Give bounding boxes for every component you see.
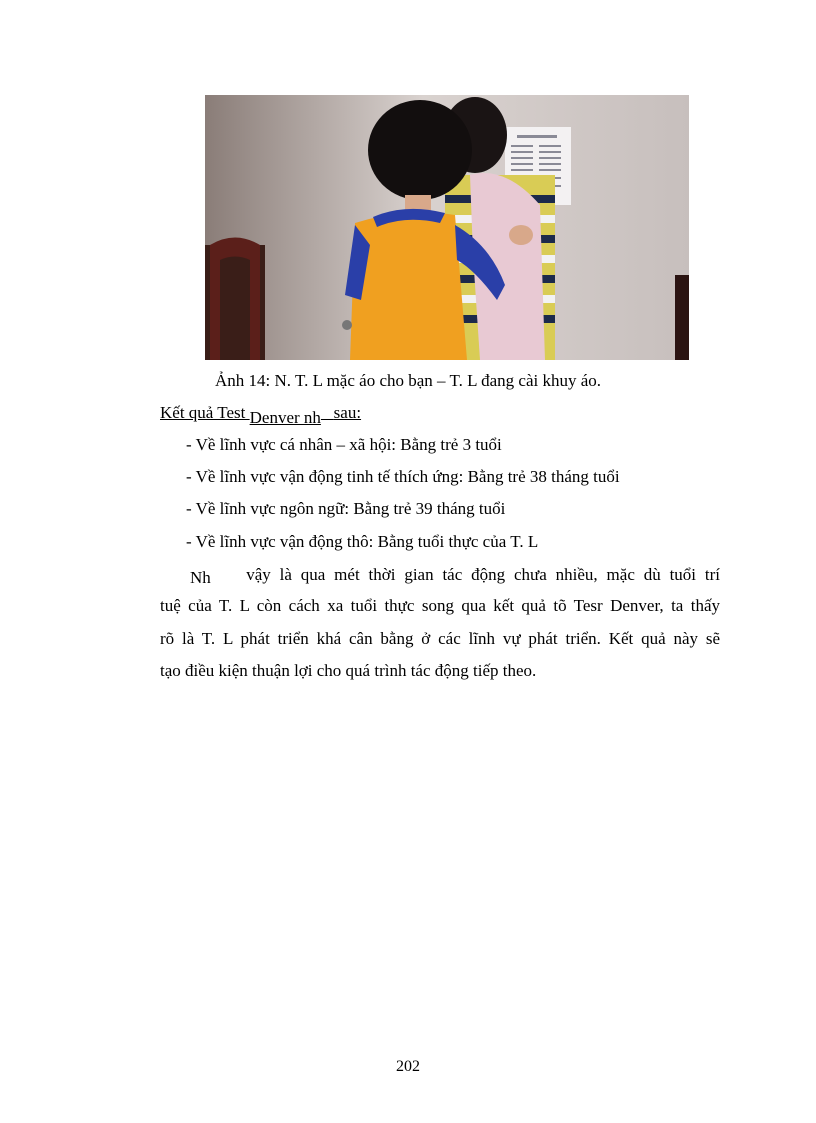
paragraph-line-3: rõ là T. L phát triển khá cân bằng ở các lĩnh vự phát triển. Kết quả này sẽ	[160, 629, 720, 648]
bullet-item: - Về lĩnh vực ngôn ngữ: Bằng trẻ 39 tháng tuổi	[186, 499, 506, 518]
page-number: 202	[396, 1058, 420, 1075]
heading-part-1: Kết quả Test	[160, 403, 250, 422]
paragraph-line-2: tuệ của T. L còn cách xa tuổi thực song qua kết quả tõ Tesr Denver, ta thấy	[160, 596, 720, 615]
bullet-item: - Về lĩnh vực vận động tinh tế thích ứng: Bằng trẻ 38 tháng tuổi	[186, 467, 620, 486]
bullet-item: - Về lĩnh vực cá nhân – xã hội: Bằng trẻ 3 tuổi	[186, 435, 502, 454]
paragraph-line	[160, 565, 720, 585]
photo-caption: Ảnh 14: N. T. L mặc áo cho bạn – T. L đang cài khuy áo.	[214, 371, 602, 390]
heading-part-2: Denver nh	[249, 408, 321, 427]
paragraph-nh: Nh	[190, 568, 211, 587]
photo-children-dressing	[205, 95, 689, 360]
heading-part-3	[321, 403, 361, 422]
photo-image	[205, 95, 689, 360]
results-heading	[160, 403, 362, 427]
paragraph-line-1: vậy là qua mét thời gian tác động chưa nhiều, mặc dù tuổi trí	[246, 565, 721, 584]
bullet-item: - Về lĩnh vực vận động thô: Bằng tuổi thực của T. L	[186, 532, 539, 551]
paragraph-line-4: tạo điều kiện thuận lợi cho quá trình tác động tiếp theo.	[160, 661, 537, 680]
heading-part-3-text: sau:	[333, 403, 362, 422]
